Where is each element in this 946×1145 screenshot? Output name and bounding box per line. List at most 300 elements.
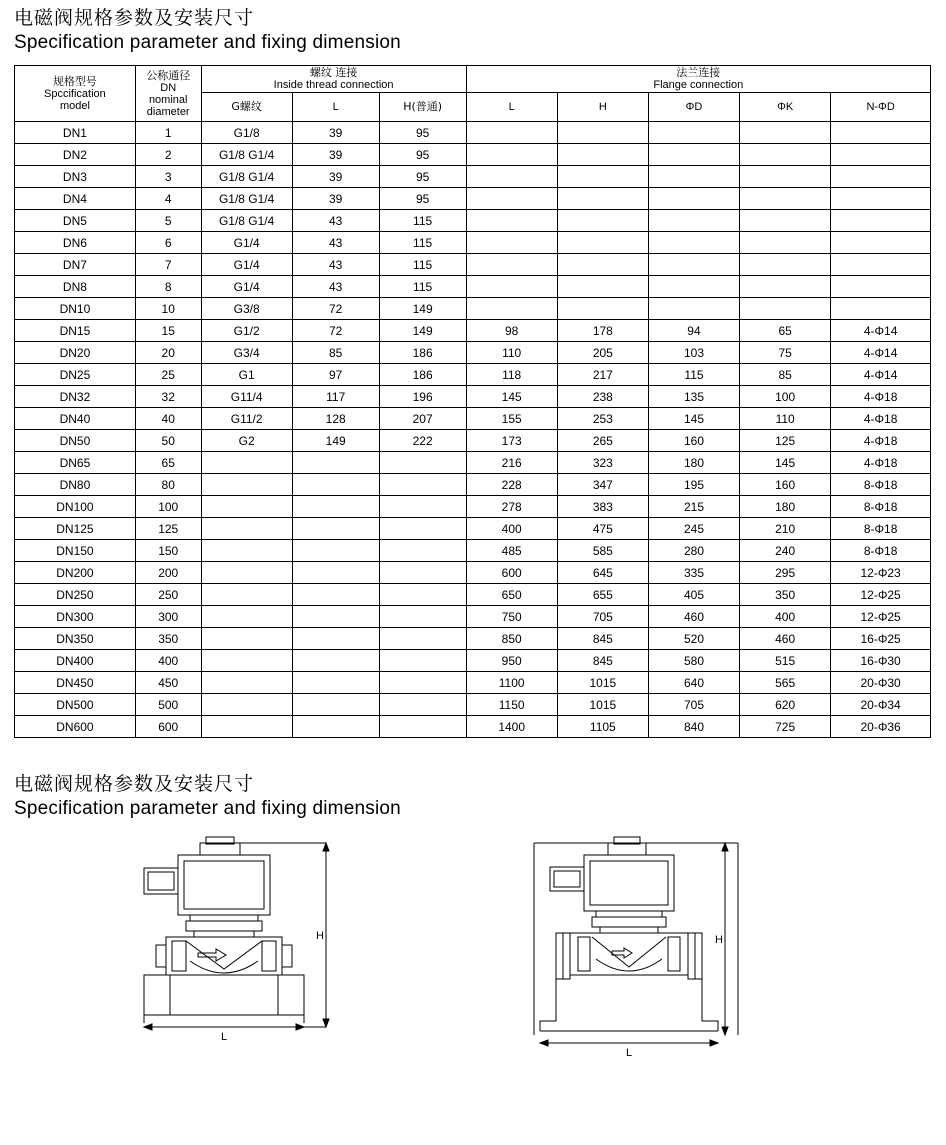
- cell-flange-phi-k: [740, 254, 831, 276]
- cell-flange-h: 383: [557, 496, 648, 518]
- cell-flange-phi-d: 180: [648, 452, 739, 474]
- table-row: [15, 694, 931, 716]
- header-thread-group-en: Inside thread connection: [273, 79, 394, 91]
- cell-flange-h: 475: [557, 518, 648, 540]
- cell-thread-h: 115: [379, 254, 466, 276]
- cell-flange-l: 173: [466, 430, 557, 452]
- cell-flange-h: 1015: [557, 694, 648, 716]
- table-row: [15, 386, 931, 408]
- cell-flange-phi-k: 145: [740, 452, 831, 474]
- table-row: [15, 562, 931, 584]
- header-flange-group: [466, 66, 930, 93]
- cell-flange-phi-k: 240: [740, 540, 831, 562]
- cell-nominal-diameter: 10: [135, 298, 201, 320]
- cell-flange-n-phi-d: 12-Φ25: [831, 606, 931, 628]
- cell-flange-l: 155: [466, 408, 557, 430]
- figure-right-label-l: L: [625, 1047, 633, 1059]
- cell-flange-h: 347: [557, 474, 648, 496]
- cell-flange-phi-d: 135: [648, 386, 739, 408]
- cell-thread-l: 39: [292, 144, 379, 166]
- cell-thread-g: G1/8 G1/4: [201, 188, 292, 210]
- table-row: [15, 342, 931, 364]
- cell-flange-phi-d: 280: [648, 540, 739, 562]
- cell-thread-l: 43: [292, 254, 379, 276]
- header-model-en1: Spccification: [44, 87, 106, 100]
- cell-thread-g: G1/8 G1/4: [201, 144, 292, 166]
- cell-thread-g: G1/8: [201, 122, 292, 144]
- figure-threaded-valve: [120, 835, 360, 1135]
- header-dn-cn: 公称通径: [146, 68, 191, 82]
- header-dn-en2: diameter: [146, 105, 190, 118]
- cell-flange-h: 845: [557, 650, 648, 672]
- cell-model: DN250: [15, 584, 136, 606]
- cell-flange-n-phi-d: 20-Φ30: [831, 672, 931, 694]
- cell-flange-l: 118: [466, 364, 557, 386]
- cell-flange-phi-d: 215: [648, 496, 739, 518]
- cell-thread-g: [201, 694, 292, 716]
- cell-flange-l: 98: [466, 320, 557, 342]
- cell-thread-h: 186: [379, 342, 466, 364]
- table-row: [15, 496, 931, 518]
- cell-model: DN100: [15, 496, 136, 518]
- cell-flange-h: 655: [557, 584, 648, 606]
- cell-flange-l: [466, 298, 557, 320]
- cell-flange-h: [557, 254, 648, 276]
- cell-nominal-diameter: 250: [135, 584, 201, 606]
- cell-flange-n-phi-d: [831, 188, 931, 210]
- cell-thread-l: [292, 540, 379, 562]
- header-flange-group-cn: 法兰连接: [676, 66, 721, 79]
- cell-thread-g: [201, 672, 292, 694]
- cell-flange-h: 253: [557, 408, 648, 430]
- cell-flange-phi-k: 565: [740, 672, 831, 694]
- table-row: [15, 188, 931, 210]
- figure-flanged-valve: [520, 835, 760, 1135]
- cell-flange-n-phi-d: [831, 210, 931, 232]
- cell-thread-h: [379, 540, 466, 562]
- cell-flange-h: 217: [557, 364, 648, 386]
- cell-thread-l: [292, 584, 379, 606]
- header-flange-h: H: [557, 93, 648, 122]
- table-row: [15, 584, 931, 606]
- cell-flange-phi-k: 180: [740, 496, 831, 518]
- cell-flange-n-phi-d: 4-Φ14: [831, 342, 931, 364]
- cell-thread-l: 39: [292, 122, 379, 144]
- header-thread-l: L: [292, 93, 379, 122]
- table-row: [15, 452, 931, 474]
- cell-flange-n-phi-d: 8-Φ18: [831, 474, 931, 496]
- cell-model: DN65: [15, 452, 136, 474]
- cell-model: DN6: [15, 232, 136, 254]
- cell-thread-h: 196: [379, 386, 466, 408]
- cell-nominal-diameter: 3: [135, 166, 201, 188]
- cell-flange-n-phi-d: 8-Φ18: [831, 540, 931, 562]
- cell-flange-h: 1015: [557, 672, 648, 694]
- cell-flange-l: [466, 188, 557, 210]
- cell-flange-h: [557, 166, 648, 188]
- table-body: [15, 122, 931, 738]
- cell-flange-h: 265: [557, 430, 648, 452]
- cell-thread-h: [379, 496, 466, 518]
- table-row: [15, 232, 931, 254]
- cell-nominal-diameter: 300: [135, 606, 201, 628]
- cell-thread-l: 43: [292, 276, 379, 298]
- cell-model: DN4: [15, 188, 136, 210]
- cell-thread-g: G2: [201, 430, 292, 452]
- cell-flange-phi-k: [740, 144, 831, 166]
- cell-thread-g: [201, 562, 292, 584]
- cell-model: DN600: [15, 716, 136, 738]
- cell-thread-g: G1/8 G1/4: [201, 166, 292, 188]
- cell-thread-g: G1/4: [201, 232, 292, 254]
- cell-flange-h: 238: [557, 386, 648, 408]
- cell-thread-l: [292, 694, 379, 716]
- cell-flange-n-phi-d: 4-Φ14: [831, 320, 931, 342]
- cell-thread-l: [292, 452, 379, 474]
- cell-model: DN32: [15, 386, 136, 408]
- cell-thread-g: G1: [201, 364, 292, 386]
- cell-thread-h: 149: [379, 298, 466, 320]
- cell-thread-l: [292, 716, 379, 738]
- cell-flange-phi-k: 125: [740, 430, 831, 452]
- cell-thread-l: 149: [292, 430, 379, 452]
- cell-model: DN5: [15, 210, 136, 232]
- cell-model: DN150: [15, 540, 136, 562]
- cell-thread-h: [379, 584, 466, 606]
- cell-nominal-diameter: 125: [135, 518, 201, 540]
- table-row: [15, 320, 931, 342]
- cell-flange-l: 485: [466, 540, 557, 562]
- table-row: [15, 122, 931, 144]
- cell-thread-l: 72: [292, 320, 379, 342]
- table-row: [15, 144, 931, 166]
- cell-flange-l: 950: [466, 650, 557, 672]
- cell-thread-h: 149: [379, 320, 466, 342]
- cell-model: DN25: [15, 364, 136, 386]
- header-nominal-diameter: [135, 66, 201, 122]
- cell-thread-g: [201, 496, 292, 518]
- cell-flange-h: 585: [557, 540, 648, 562]
- header-flange-phi-d: ΦD: [648, 93, 739, 122]
- cell-model: DN15: [15, 320, 136, 342]
- cell-thread-l: [292, 562, 379, 584]
- cell-thread-g: G1/2: [201, 320, 292, 342]
- cell-thread-l: 85: [292, 342, 379, 364]
- cell-thread-l: [292, 518, 379, 540]
- table-row: [15, 628, 931, 650]
- cell-nominal-diameter: 600: [135, 716, 201, 738]
- header-thread-g: G螺纹: [201, 93, 292, 122]
- cell-flange-phi-k: 160: [740, 474, 831, 496]
- cell-thread-h: [379, 628, 466, 650]
- cell-thread-g: G3/4: [201, 342, 292, 364]
- cell-thread-l: 128: [292, 408, 379, 430]
- cell-flange-n-phi-d: 12-Φ23: [831, 562, 931, 584]
- cell-flange-phi-k: 100: [740, 386, 831, 408]
- figure-right-label-h: H: [715, 934, 723, 946]
- cell-thread-h: 115: [379, 210, 466, 232]
- cell-flange-phi-d: 460: [648, 606, 739, 628]
- cell-nominal-diameter: 5: [135, 210, 201, 232]
- cell-thread-l: 39: [292, 166, 379, 188]
- cell-flange-phi-k: 515: [740, 650, 831, 672]
- header-dn-en1: nominal: [148, 93, 188, 106]
- cell-flange-l: 228: [466, 474, 557, 496]
- table-row: [15, 276, 931, 298]
- cell-thread-g: [201, 474, 292, 496]
- cell-flange-phi-k: 75: [740, 342, 831, 364]
- cell-nominal-diameter: 7: [135, 254, 201, 276]
- cell-flange-l: 850: [466, 628, 557, 650]
- cell-model: DN80: [15, 474, 136, 496]
- table-row: [15, 540, 931, 562]
- cell-flange-phi-d: 195: [648, 474, 739, 496]
- cell-model: DN8: [15, 276, 136, 298]
- cell-flange-phi-k: 295: [740, 562, 831, 584]
- cell-thread-h: 115: [379, 276, 466, 298]
- cell-flange-phi-d: 580: [648, 650, 739, 672]
- cell-nominal-diameter: 15: [135, 320, 201, 342]
- cell-flange-phi-d: 103: [648, 342, 739, 364]
- cell-flange-n-phi-d: [831, 232, 931, 254]
- cell-thread-g: G11/2: [201, 408, 292, 430]
- header-thread-h: H(普通): [379, 93, 466, 122]
- cell-flange-n-phi-d: 20-Φ36: [831, 716, 931, 738]
- cell-thread-h: [379, 474, 466, 496]
- header-flange-n-phi-d: N-ΦD: [831, 93, 931, 122]
- cell-thread-h: 186: [379, 364, 466, 386]
- cell-model: DN2: [15, 144, 136, 166]
- cell-nominal-diameter: 50: [135, 430, 201, 452]
- cell-flange-l: [466, 166, 557, 188]
- cell-flange-phi-d: [648, 232, 739, 254]
- cell-thread-l: 117: [292, 386, 379, 408]
- cell-thread-g: [201, 540, 292, 562]
- cell-thread-h: 95: [379, 144, 466, 166]
- cell-flange-h: 205: [557, 342, 648, 364]
- cell-flange-h: [557, 210, 648, 232]
- cell-flange-n-phi-d: [831, 254, 931, 276]
- header-flange-phi-k: ΦK: [740, 93, 831, 122]
- cell-flange-phi-k: 210: [740, 518, 831, 540]
- cell-flange-l: [466, 210, 557, 232]
- cell-flange-phi-k: 400: [740, 606, 831, 628]
- table-row: [15, 408, 931, 430]
- cell-flange-phi-d: 115: [648, 364, 739, 386]
- cell-model: DN400: [15, 650, 136, 672]
- cell-flange-l: 400: [466, 518, 557, 540]
- cell-flange-l: 110: [466, 342, 557, 364]
- cell-flange-phi-d: 145: [648, 408, 739, 430]
- cell-nominal-diameter: 80: [135, 474, 201, 496]
- cell-thread-g: [201, 716, 292, 738]
- cell-model: DN20: [15, 342, 136, 364]
- cell-flange-h: 1105: [557, 716, 648, 738]
- header-model: [15, 66, 136, 122]
- cell-thread-h: [379, 562, 466, 584]
- cell-flange-phi-d: 160: [648, 430, 739, 452]
- cell-thread-g: [201, 452, 292, 474]
- cell-thread-g: [201, 518, 292, 540]
- cell-flange-h: 178: [557, 320, 648, 342]
- header-thread-group: [201, 66, 466, 93]
- cell-flange-l: 1400: [466, 716, 557, 738]
- cell-flange-phi-k: [740, 298, 831, 320]
- cell-flange-phi-d: 840: [648, 716, 739, 738]
- table-row: [15, 518, 931, 540]
- cell-flange-phi-d: 640: [648, 672, 739, 694]
- cell-thread-h: [379, 694, 466, 716]
- header-dn-abbr: DN: [160, 81, 177, 94]
- cell-flange-phi-d: 705: [648, 694, 739, 716]
- cell-thread-h: [379, 452, 466, 474]
- cell-thread-l: [292, 606, 379, 628]
- figure-title-english: Specification parameter and fixing dimension: [14, 798, 401, 819]
- cell-flange-phi-d: [648, 122, 739, 144]
- cell-model: DN50: [15, 430, 136, 452]
- cell-flange-l: 278: [466, 496, 557, 518]
- cell-model: DN3: [15, 166, 136, 188]
- cell-flange-phi-d: 245: [648, 518, 739, 540]
- cell-thread-h: 95: [379, 188, 466, 210]
- cell-thread-l: 43: [292, 232, 379, 254]
- cell-flange-h: [557, 298, 648, 320]
- cell-thread-g: G1/8 G1/4: [201, 210, 292, 232]
- document-title: [0, 0, 946, 55]
- cell-thread-h: [379, 518, 466, 540]
- cell-nominal-diameter: 2: [135, 144, 201, 166]
- cell-flange-h: [557, 144, 648, 166]
- cell-flange-phi-k: 620: [740, 694, 831, 716]
- cell-thread-l: [292, 650, 379, 672]
- cell-nominal-diameter: 1: [135, 122, 201, 144]
- cell-thread-g: [201, 584, 292, 606]
- header-flange-l: L: [466, 93, 557, 122]
- cell-thread-l: [292, 496, 379, 518]
- cell-thread-l: 39: [292, 188, 379, 210]
- cell-thread-h: [379, 672, 466, 694]
- header-flange-group-en: Flange connection: [653, 79, 744, 91]
- cell-flange-l: 1150: [466, 694, 557, 716]
- cell-model: DN125: [15, 518, 136, 540]
- cell-flange-n-phi-d: [831, 122, 931, 144]
- cell-nominal-diameter: 32: [135, 386, 201, 408]
- cell-flange-n-phi-d: 4-Φ14: [831, 364, 931, 386]
- cell-thread-h: 115: [379, 232, 466, 254]
- table-row: [15, 430, 931, 452]
- cell-flange-phi-d: 520: [648, 628, 739, 650]
- title-chinese: 电磁阀规格参数及安装尺寸: [14, 7, 255, 29]
- cell-nominal-diameter: 100: [135, 496, 201, 518]
- cell-flange-phi-d: 405: [648, 584, 739, 606]
- cell-nominal-diameter: 350: [135, 628, 201, 650]
- cell-flange-n-phi-d: [831, 298, 931, 320]
- table-row: [15, 672, 931, 694]
- cell-nominal-diameter: 450: [135, 672, 201, 694]
- cell-thread-g: [201, 628, 292, 650]
- cell-flange-l: 145: [466, 386, 557, 408]
- cell-flange-phi-d: [648, 276, 739, 298]
- cell-thread-g: [201, 650, 292, 672]
- figure-title: [0, 772, 946, 821]
- cell-flange-h: [557, 122, 648, 144]
- cell-flange-l: [466, 276, 557, 298]
- cell-thread-h: 207: [379, 408, 466, 430]
- cell-flange-phi-d: [648, 144, 739, 166]
- specification-table: [14, 65, 931, 738]
- cell-flange-phi-k: 725: [740, 716, 831, 738]
- cell-flange-l: [466, 232, 557, 254]
- cell-model: DN350: [15, 628, 136, 650]
- cell-flange-n-phi-d: 20-Φ34: [831, 694, 931, 716]
- cell-flange-phi-k: 110: [740, 408, 831, 430]
- cell-thread-l: 72: [292, 298, 379, 320]
- cell-flange-l: 600: [466, 562, 557, 584]
- cell-model: DN7: [15, 254, 136, 276]
- cell-nominal-diameter: 6: [135, 232, 201, 254]
- cell-nominal-diameter: 20: [135, 342, 201, 364]
- cell-model: DN500: [15, 694, 136, 716]
- cell-thread-h: [379, 716, 466, 738]
- cell-nominal-diameter: 400: [135, 650, 201, 672]
- cell-flange-n-phi-d: 8-Φ18: [831, 496, 931, 518]
- cell-thread-h: 95: [379, 166, 466, 188]
- cell-flange-n-phi-d: 12-Φ25: [831, 584, 931, 606]
- cell-flange-h: 323: [557, 452, 648, 474]
- cell-thread-l: [292, 474, 379, 496]
- cell-nominal-diameter: 500: [135, 694, 201, 716]
- table-row: [15, 254, 931, 276]
- figure-left-label-l: L: [220, 1031, 228, 1043]
- cell-thread-h: 222: [379, 430, 466, 452]
- cell-model: DN300: [15, 606, 136, 628]
- cell-flange-phi-k: [740, 232, 831, 254]
- cell-flange-phi-k: [740, 276, 831, 298]
- cell-flange-n-phi-d: 4-Φ18: [831, 408, 931, 430]
- cell-flange-h: [557, 276, 648, 298]
- table-row: [15, 606, 931, 628]
- table-row: [15, 716, 931, 738]
- cell-flange-n-phi-d: [831, 144, 931, 166]
- cell-flange-l: 650: [466, 584, 557, 606]
- table-row: [15, 210, 931, 232]
- header-model-en2: model: [59, 99, 90, 112]
- cell-thread-l: 97: [292, 364, 379, 386]
- cell-model: DN10: [15, 298, 136, 320]
- figure-left-label-h: H: [316, 930, 324, 942]
- cell-flange-phi-d: [648, 188, 739, 210]
- cell-thread-g: G1/4: [201, 254, 292, 276]
- cell-flange-phi-d: 94: [648, 320, 739, 342]
- table-row: [15, 166, 931, 188]
- cell-flange-n-phi-d: [831, 166, 931, 188]
- cell-flange-l: 750: [466, 606, 557, 628]
- cell-nominal-diameter: 40: [135, 408, 201, 430]
- cell-nominal-diameter: 200: [135, 562, 201, 584]
- table-header: [15, 66, 931, 122]
- cell-flange-l: [466, 144, 557, 166]
- cell-model: DN200: [15, 562, 136, 584]
- cell-flange-l: [466, 122, 557, 144]
- cell-thread-l: 43: [292, 210, 379, 232]
- figure-area: [0, 835, 946, 1145]
- table-row: [15, 650, 931, 672]
- cell-flange-n-phi-d: 4-Φ18: [831, 430, 931, 452]
- cell-flange-phi-d: [648, 298, 739, 320]
- cell-flange-phi-k: [740, 122, 831, 144]
- table-row: [15, 298, 931, 320]
- cell-nominal-diameter: 65: [135, 452, 201, 474]
